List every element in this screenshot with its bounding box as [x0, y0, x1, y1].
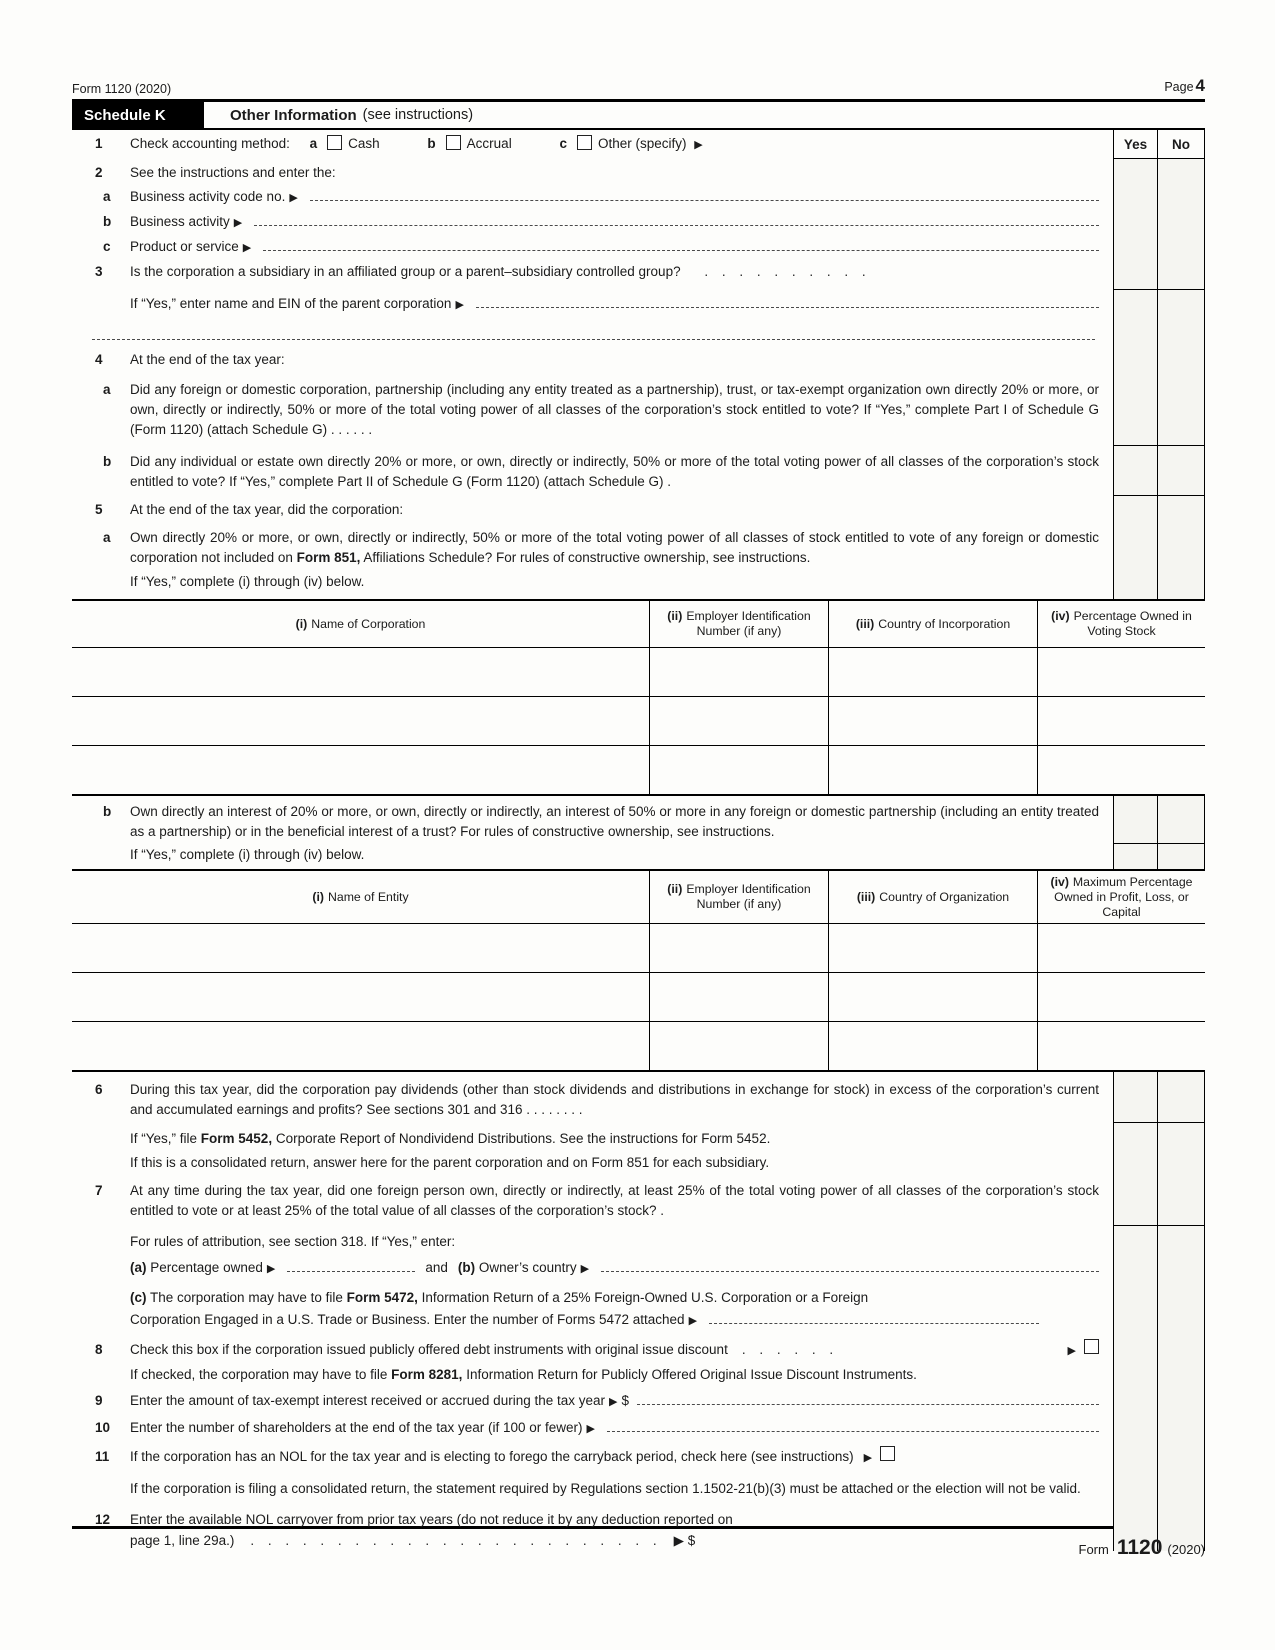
no-column-header: No — [1157, 130, 1205, 159]
q5a-form-851-ref: Form 851, — [296, 550, 361, 565]
table1-header-row — [72, 601, 1205, 647]
q3-line — [130, 260, 1099, 284]
q7b-arrow-icon: ▶ — [580, 1263, 590, 1275]
q12-line2: page 1, line 29a.) — [130, 1533, 235, 1548]
q3-no-cell[interactable] — [1157, 159, 1205, 290]
q2c-arrow-icon: ▶ — [242, 242, 252, 254]
q8-12-no-cell[interactable] — [1157, 1226, 1205, 1551]
q8-note — [130, 1363, 1099, 1387]
q11-number: 11 — [95, 1449, 110, 1464]
q2b-letter: b — [103, 214, 112, 229]
q5a-yes-cell[interactable] — [1113, 496, 1157, 599]
q5b-note-yes-cell[interactable] — [1113, 844, 1157, 869]
q7b-country-entry-line[interactable] — [601, 1257, 1099, 1272]
q8-form-8281-ref: Form 8281, — [391, 1367, 463, 1382]
table1-r2-country-cell[interactable] — [828, 697, 1037, 745]
q2a-letter: a — [103, 189, 111, 204]
q2c-text: Product or service — [130, 239, 239, 254]
q7-text: At any time during the tax year, did one foreign person own, directly or indirectly, at least 25% of the total voting power of all classes of the corporation’s stock entitled to vote or at least 25% of the total value of all classes of the corporation’s stock? . — [130, 1183, 1099, 1218]
q4a-text: Did any foreign or domestic corporation, partnership (including any entity treated as a partnership), trust, or tax-exempt organization own directly 20% or more, or own, directly or indirectly, 50% or more of the total voting power of all classes of the corporation’s stock entitled to vote? If “Yes,” complete Part I of Schedule G (Form 1120) (attach Schedule G) . . . . . . — [130, 382, 1099, 437]
table2-header-row — [72, 871, 1205, 923]
q6-note2: If this is a consolidated return, answer here for the parent corporation and on Form 851 for each subsidiary. — [130, 1155, 770, 1170]
table1-body — [72, 647, 1205, 794]
table2-r1-name-cell[interactable] — [72, 924, 649, 972]
table2-r1-country-cell[interactable] — [828, 924, 1037, 972]
q2b-text: Business activity — [130, 214, 230, 229]
table2-header-max-percentage — [1037, 871, 1205, 923]
table1-header-iii-label: Country of Incorporation — [878, 616, 1011, 631]
q7ab-and: and — [425, 1260, 448, 1275]
q5b-letter: b — [103, 804, 112, 819]
partnership-ownership-table — [72, 869, 1205, 1072]
q7a-text: Percentage owned — [150, 1260, 263, 1275]
row-q5a — [72, 496, 1205, 599]
q12-arrow-currency: ▶ $ — [673, 1533, 696, 1548]
q6-form-5452-ref: Form 5452, — [200, 1131, 273, 1146]
table1-r1-country-cell[interactable] — [828, 648, 1037, 696]
table1-r3-percentage-cell[interactable] — [1037, 746, 1205, 794]
table2-header-i-label: Name of Entity — [327, 889, 409, 904]
table2-r1-percentage-cell[interactable] — [1037, 924, 1205, 972]
table1-row-3 — [72, 745, 1205, 794]
row-q1 — [72, 130, 1205, 159]
q5b-yes-cell[interactable] — [1113, 796, 1157, 844]
q7a-percentage-entry-line[interactable] — [287, 1257, 415, 1272]
row-q5b — [72, 796, 1205, 844]
q5-number: 5 — [95, 502, 103, 517]
q1-number: 1 — [95, 136, 103, 151]
footer-form-number: 1120 — [1116, 1536, 1163, 1559]
q1-option-b-label: Accrual — [466, 136, 512, 151]
checkbox-other[interactable] — [577, 135, 592, 150]
table2-header-name-of-entity — [72, 871, 649, 923]
table2-row-3 — [72, 1021, 1205, 1070]
table2-header-i-prefix: (i) — [312, 889, 324, 904]
q5b-text: Own directly an interest of 20% or more, or own, directly or indirectly, an interest of 50% or more in any foreign or domestic partnership (including an entity treated as a partnership) or in the beneficial interest of a trust? For rules of constructive ownership, see instructions. — [130, 804, 1099, 839]
q7c-form-5472-ref: Form 5472, — [346, 1290, 418, 1305]
q2c-entry-line[interactable] — [263, 236, 1099, 251]
row-q6 — [72, 1072, 1205, 1123]
q9-text: Enter the amount of tax-exempt interest received or accrued during the tax year — [130, 1393, 605, 1408]
page-word: Page — [1164, 80, 1194, 94]
q6-note1 — [130, 1127, 1099, 1151]
table2-row-1 — [72, 923, 1205, 972]
table1-header-percentage — [1037, 601, 1205, 647]
q6-note1-pre: If “Yes,” file — [130, 1131, 201, 1146]
table1-header-country — [828, 601, 1037, 647]
table2-r3-name-cell[interactable] — [72, 1022, 649, 1070]
table2-header-iv-label: Maximum Percentage Owned in Profit, Loss, or Capital — [1054, 874, 1193, 919]
table2-body — [72, 923, 1205, 1070]
table1-header-i-label: Name of Corporation — [311, 616, 426, 631]
q8-dot-leader: . . . . . . — [741, 1342, 839, 1357]
row-q4b — [72, 446, 1205, 496]
table2-header-ii-prefix: (ii) — [667, 882, 683, 896]
row-q3note-q4a — [72, 290, 1205, 446]
q10-arrow-icon: ▶ — [586, 1423, 595, 1435]
page-number — [1164, 76, 1205, 96]
q2-number: 2 — [95, 165, 103, 180]
q6-text: During this tax year, did the corporation pay dividends (other than stock dividends and distributions in exchange for stock) in excess of the corporation’s current and accumulated earnings and profits? See sections 301 and 316 . . . . . . . . — [130, 1082, 1099, 1117]
schedule-k-label: Schedule K — [72, 102, 204, 128]
table1-r2-percentage-cell[interactable] — [1037, 697, 1205, 745]
checkbox-accrual[interactable] — [446, 135, 461, 150]
table1-r1-ein-cell[interactable] — [649, 648, 828, 696]
table1-row-2 — [72, 696, 1205, 745]
q6-note1-rest: Corporate Report of Nondividend Distributions. See the instructions for Form 5452. — [272, 1131, 771, 1146]
table2-r2-percentage-cell[interactable] — [1037, 973, 1205, 1021]
q5a-text-pre: Own directly 20% or more, or own, directly or indirectly, 50% or more of the total voting power of all classes of stock entitled to vote of any foreign or domestic corporation not included on — [130, 530, 1099, 565]
q10-text: Enter the number of shareholders at the end of the tax year (if 100 or fewer) — [130, 1420, 583, 1435]
q9-currency-symbol: $ — [621, 1393, 629, 1408]
q4b-letter: b — [103, 454, 112, 469]
q1-option-a-letter: a — [309, 136, 318, 151]
q7c-line1 — [130, 1287, 1099, 1309]
q3-yes-cell[interactable] — [1113, 159, 1157, 290]
table1-header-iv-prefix: (iv) — [1051, 609, 1070, 623]
q12-number: 12 — [95, 1512, 111, 1527]
footer-form-word: Form — [1078, 1542, 1109, 1557]
q2-text: See the instructions and enter the: — [130, 165, 336, 180]
q10-number: 10 — [95, 1420, 111, 1435]
q1-option-b-letter: b — [427, 136, 436, 151]
q4a-no-cell[interactable] — [1157, 290, 1205, 446]
q7c-letter: (c) — [130, 1290, 147, 1305]
q3-note-text: If “Yes,” enter name and EIN of the parent corporation — [130, 296, 452, 311]
table1-row-1 — [72, 647, 1205, 696]
q6-yes-cell[interactable] — [1113, 1072, 1157, 1123]
table2-r3-ein-cell[interactable] — [649, 1022, 828, 1070]
table1-header-ein — [649, 601, 828, 647]
q10-shareholders-entry-line[interactable] — [607, 1417, 1099, 1432]
q9-arrow-icon: ▶ — [609, 1396, 618, 1408]
q4b-yes-cell[interactable] — [1113, 446, 1157, 496]
q11-text: If the corporation has an NOL for the tax year and is electing to forego the carryback period, check here (see instructions) — [130, 1449, 854, 1464]
table2-header-ein — [649, 871, 828, 923]
table2-header-country — [828, 871, 1037, 923]
q8-number: 8 — [95, 1342, 103, 1357]
q2b-arrow-icon: ▶ — [233, 217, 243, 229]
q8-text: Check this box if the corporation issued publicly offered debt instruments with original issue discount — [130, 1342, 728, 1357]
row-q5b-note — [72, 844, 1205, 869]
q1-line — [130, 130, 1099, 159]
q4-text: At the end of the tax year: — [130, 352, 285, 367]
table1-r1-percentage-cell[interactable] — [1037, 648, 1205, 696]
q11-note: If the corporation is filing a consolidated return, the statement required by Regulations section 1.1502-21(b)(3) must be attached or the election will not be valid. — [130, 1481, 1081, 1496]
q2b-entry-line[interactable] — [254, 211, 1099, 226]
table2-r2-country-cell[interactable] — [828, 973, 1037, 1021]
q12-line1: Enter the available NOL carryover from prior tax years (do not reduce it by any deduction reported on — [130, 1512, 733, 1527]
q8-note-pre: If checked, the corporation may have to file — [130, 1367, 392, 1382]
q7c-forms-attached-entry-line[interactable] — [709, 1309, 1039, 1324]
q4a-yes-cell[interactable] — [1113, 290, 1157, 446]
row-q6notes-q7 — [72, 1123, 1205, 1226]
table1-r3-name-cell[interactable] — [72, 746, 649, 794]
q7c-arrow-icon: ▶ — [688, 1315, 698, 1327]
q1-option-a-label: Cash — [348, 136, 380, 151]
q8-note-rest: Information Return for Publicly Offered Original Issue Discount Instruments. — [462, 1367, 917, 1382]
schedule-k-bar — [72, 102, 1205, 128]
table1-header-name-of-corporation — [72, 601, 649, 647]
q5b-no-cell[interactable] — [1157, 796, 1205, 844]
schedule-subtitle-text: (see instructions) — [362, 107, 474, 123]
q7-no-cell[interactable] — [1157, 1123, 1205, 1226]
q5a-letter: a — [103, 530, 111, 545]
q7a-letter: (a) — [130, 1260, 147, 1275]
q5b-note-no-cell[interactable] — [1157, 844, 1205, 869]
q8-12-yes-cell[interactable] — [1113, 1226, 1157, 1551]
q5-text: At the end of the tax year, did the corporation: — [130, 502, 404, 517]
q5a-note: If “Yes,” complete (i) through (iv) below. — [130, 574, 365, 589]
table2-r2-ein-cell[interactable] — [649, 973, 828, 1021]
table1-header-ii-label: Employer Identification Number (if any) — [686, 609, 811, 638]
q12-nol-entry-area[interactable] — [703, 1531, 1099, 1545]
q5a-no-cell[interactable] — [1157, 496, 1205, 599]
q11-arrow-icon: ▶ — [863, 1452, 873, 1464]
schedule-title-text: Other Information — [230, 106, 357, 124]
q5a-text — [130, 528, 1099, 568]
q7-note: For rules of attribution, see section 318. If “Yes,” enter: — [130, 1234, 456, 1249]
table2-r1-ein-cell[interactable] — [649, 924, 828, 972]
table2-r3-percentage-cell[interactable] — [1037, 1022, 1205, 1070]
table2-header-ii-label: Employer Identification Number (if any) — [686, 882, 811, 911]
row-q7details-q12 — [72, 1226, 1205, 1551]
table1-r3-country-cell[interactable] — [828, 746, 1037, 794]
q3-parent-ein-entry-line[interactable] — [476, 293, 1099, 308]
table1-r2-ein-cell[interactable] — [649, 697, 828, 745]
schedule-k-body — [72, 128, 1205, 1548]
q6-no-cell[interactable] — [1157, 1072, 1205, 1123]
q4-number: 4 — [95, 352, 103, 367]
q11-nol-checkbox[interactable] — [880, 1446, 895, 1461]
q7c-rest: Information Return of a 25% Foreign-Owned U.S. Corporation or a Foreign — [417, 1290, 869, 1305]
q12-dot-leader: . . . . . . . . . . . . . . . . . . . . . . . . — [250, 1533, 662, 1548]
q5b-note-text: If “Yes,” complete (i) through (iv) below. — [130, 847, 365, 862]
q7b-text: Owner’s country — [478, 1260, 577, 1275]
q2a-arrow-icon: ▶ — [289, 192, 298, 204]
corporation-ownership-table — [72, 599, 1205, 796]
q2a-text: Business activity code no. — [130, 189, 286, 204]
table1-r2-name-cell[interactable] — [72, 697, 649, 745]
table2-row-2 — [72, 972, 1205, 1021]
q1-arrow-icon: ▶ — [694, 139, 703, 151]
q9-amount-entry-line[interactable] — [637, 1390, 1099, 1405]
q2a-entry-line[interactable] — [310, 186, 1099, 201]
table1-header-i-prefix: (i) — [295, 616, 308, 631]
table1-header-iv-label: Percentage Owned in Voting Stock — [1073, 609, 1192, 638]
q8-arrow-icon: ▶ — [1067, 1345, 1076, 1357]
footer-form-year: (2020) — [1167, 1542, 1205, 1557]
q1-option-c-letter: c — [559, 136, 567, 151]
q4b-no-cell[interactable] — [1157, 446, 1205, 496]
form-id: Form 1120 (2020) — [72, 82, 172, 96]
q3-text: Is the corporation a subsidiary in an affiliated group or a parent–subsidiary controlled group? — [130, 264, 681, 279]
row-q2-q3 — [72, 159, 1205, 290]
q4a-letter: a — [103, 382, 111, 397]
schedule-k-title — [204, 102, 473, 128]
q2c-letter: c — [103, 239, 111, 254]
table2-header-iv-prefix: (iv) — [1050, 874, 1069, 889]
q7b-letter: (b) — [457, 1260, 476, 1275]
q1-option-c-label: Other (specify) — [597, 136, 687, 151]
table2-header-iii-prefix: (iii) — [856, 889, 876, 904]
q7a-arrow-icon: ▶ — [266, 1263, 276, 1275]
table1-header-iii-prefix: (iii) — [855, 616, 875, 631]
q3-continuation-entry-line[interactable] — [92, 323, 1095, 340]
table1-r1-name-cell[interactable] — [72, 648, 649, 696]
q3-note-arrow-icon: ▶ — [455, 299, 464, 311]
q7-yes-cell[interactable] — [1113, 1123, 1157, 1226]
q8-oid-checkbox[interactable] — [1084, 1339, 1099, 1354]
q7-number: 7 — [95, 1183, 103, 1198]
q5a-text-rest: Affiliations Schedule? For rules of constructive ownership, see instructions. — [360, 550, 811, 565]
q6-number: 6 — [95, 1082, 103, 1097]
q9-number: 9 — [95, 1393, 103, 1408]
q4b-text: Did any individual or estate own directly 20% or more, or own, directly or indirectly, 50% or more of the total voting power of all classes of the corporation’s stock entitled to vote? If “Yes,” complete Part II of Schedule G (Form 1120) (attach Schedule G) . — [130, 454, 1099, 489]
page-header — [72, 74, 1205, 96]
table1-r3-ein-cell[interactable] — [649, 746, 828, 794]
q3-dot-leader: . . . . . . . . . . — [704, 264, 871, 279]
q7c-pre: The corporation may have to file — [150, 1290, 347, 1305]
page-number-value: 4 — [1195, 76, 1205, 95]
checkbox-cash[interactable] — [327, 135, 342, 150]
table2-header-iii-label: Country of Organization — [879, 889, 1010, 904]
table1-header-ii-prefix: (ii) — [667, 609, 683, 623]
q1-text: Check accounting method: — [130, 136, 290, 151]
table2-r2-name-cell[interactable] — [72, 973, 649, 1021]
q7c-line2: Corporation Engaged in a U.S. Trade or Business. Enter the number of Forms 5472 attached — [130, 1312, 685, 1327]
q3-number: 3 — [95, 264, 103, 279]
table2-r3-country-cell[interactable] — [828, 1022, 1037, 1070]
yes-column-header: Yes — [1113, 130, 1157, 159]
